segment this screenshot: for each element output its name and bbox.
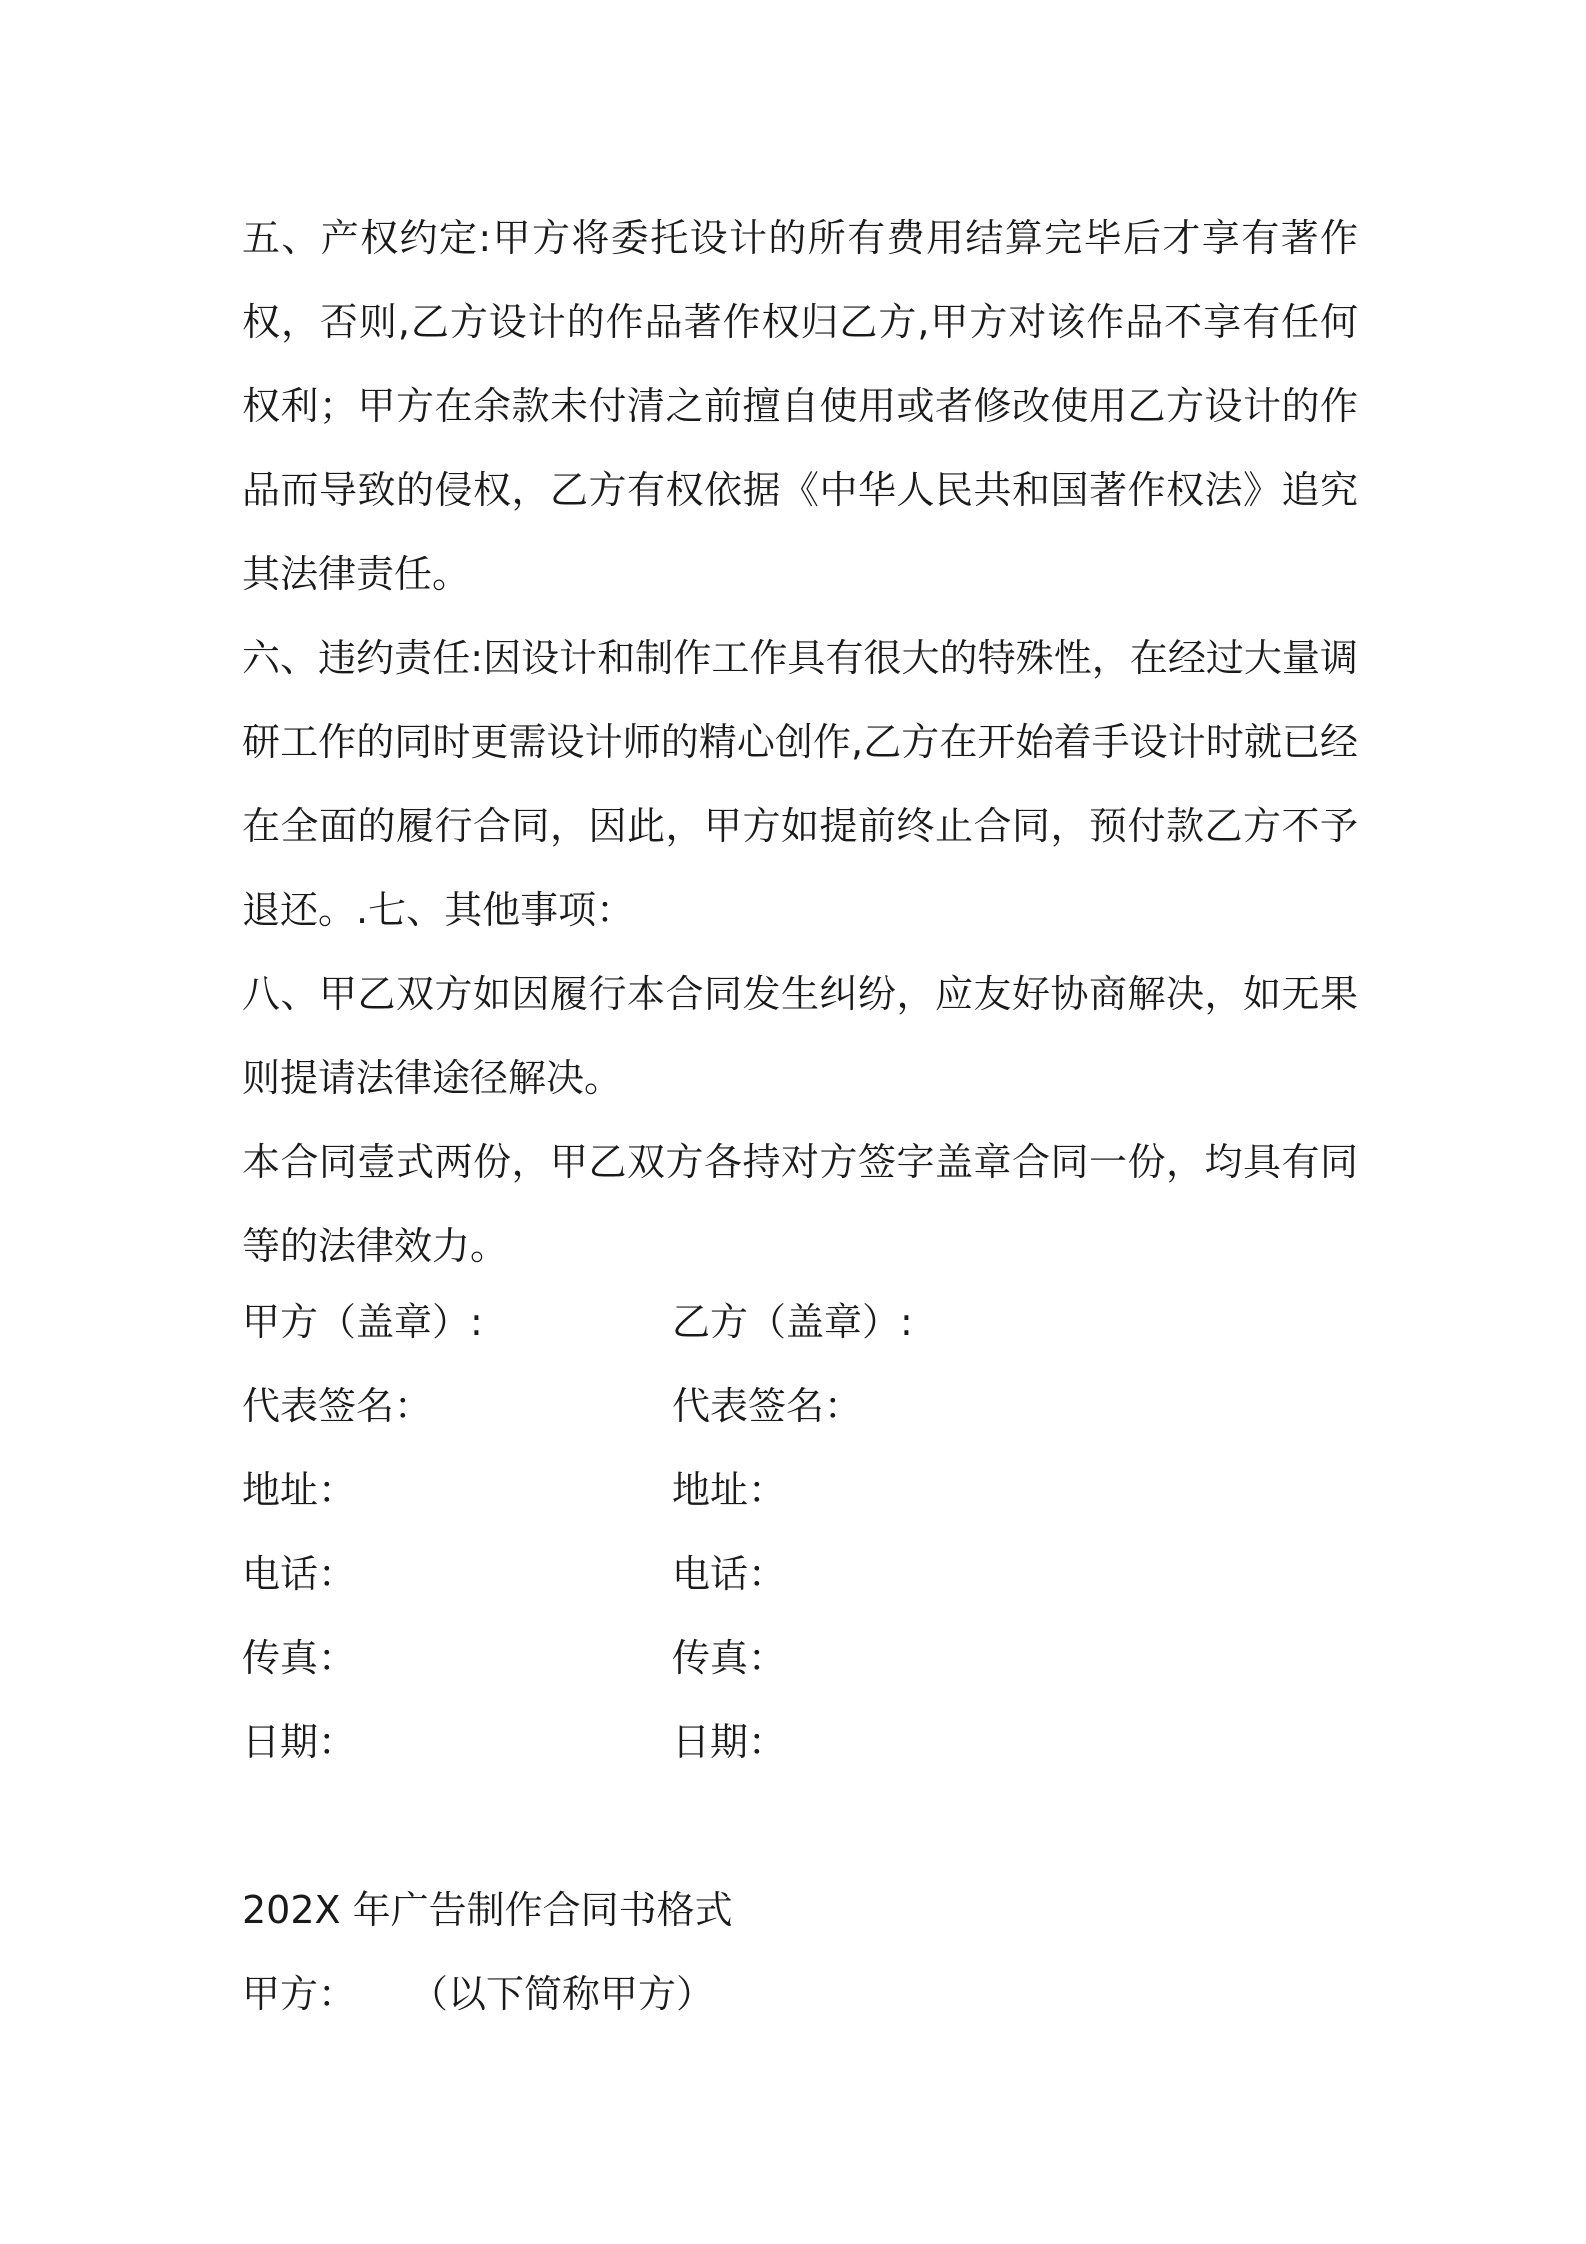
contract-body: [242, 196, 1358, 1288]
party-b-seal-label: 乙方（盖章）:: [672, 1300, 913, 1344]
clause-property-rights: 五、产权约定:甲方将委托设计的所有费用结算完毕后才享有著作权，否则,乙方设计的作品著作权归乙方,甲方对该作品不享有任何权利；甲方在余款未付清之前擅自使用或者修改使用乙方设计的作品而导致的侵权，乙方有权依据《中华人民共和国著作权法》追究其法律责任。: [242, 216, 1358, 596]
party-a-fax-label: 传真：: [242, 1636, 357, 1680]
party-a-phone-label: 电话：: [242, 1552, 357, 1596]
party-a-date-label: 日期：: [242, 1720, 357, 1764]
party-b-date-label: 日期：: [672, 1720, 787, 1764]
party-b-fax-label: 传真：: [672, 1636, 787, 1680]
party-a-seal-label: 甲方（盖章）:: [242, 1300, 483, 1344]
party-a-address-label: 地址：: [242, 1468, 357, 1512]
party-b-representative-label: 代表签名：: [672, 1384, 863, 1428]
party-b-address-label: 地址：: [672, 1468, 787, 1512]
party-a-note: （以下简称甲方）: [410, 1972, 715, 2016]
clause-copies: 本合同壹式两份，甲乙双方各持对方签字盖章合同一份，均具有同等的法律效力。: [242, 1140, 1358, 1268]
clause-breach-liability: 六、违约责任:因设计和制作工作具有很大的特殊性，在经过大量调研工作的同时更需设计师的精心创作,乙方在开始着手设计时就已经在全面的履行合同，因此，甲方如提前终止合同，预付款乙方不予退还。.七、其他事项：: [242, 636, 1358, 932]
party-a-representative-label: 代表签名：: [242, 1384, 433, 1428]
next-contract-title: 202X 年广告制作合同书格式: [242, 1888, 733, 1932]
next-contract-party-a: [242, 1952, 714, 2036]
clause-dispute-resolution: 八、甲乙双方如因履行本合同发生纠纷，应友好协商解决，如无果则提请法律途径解决。: [242, 972, 1358, 1100]
party-b-phone-label: 电话：: [672, 1552, 787, 1596]
party-a-label: 甲方：: [242, 1972, 357, 2016]
